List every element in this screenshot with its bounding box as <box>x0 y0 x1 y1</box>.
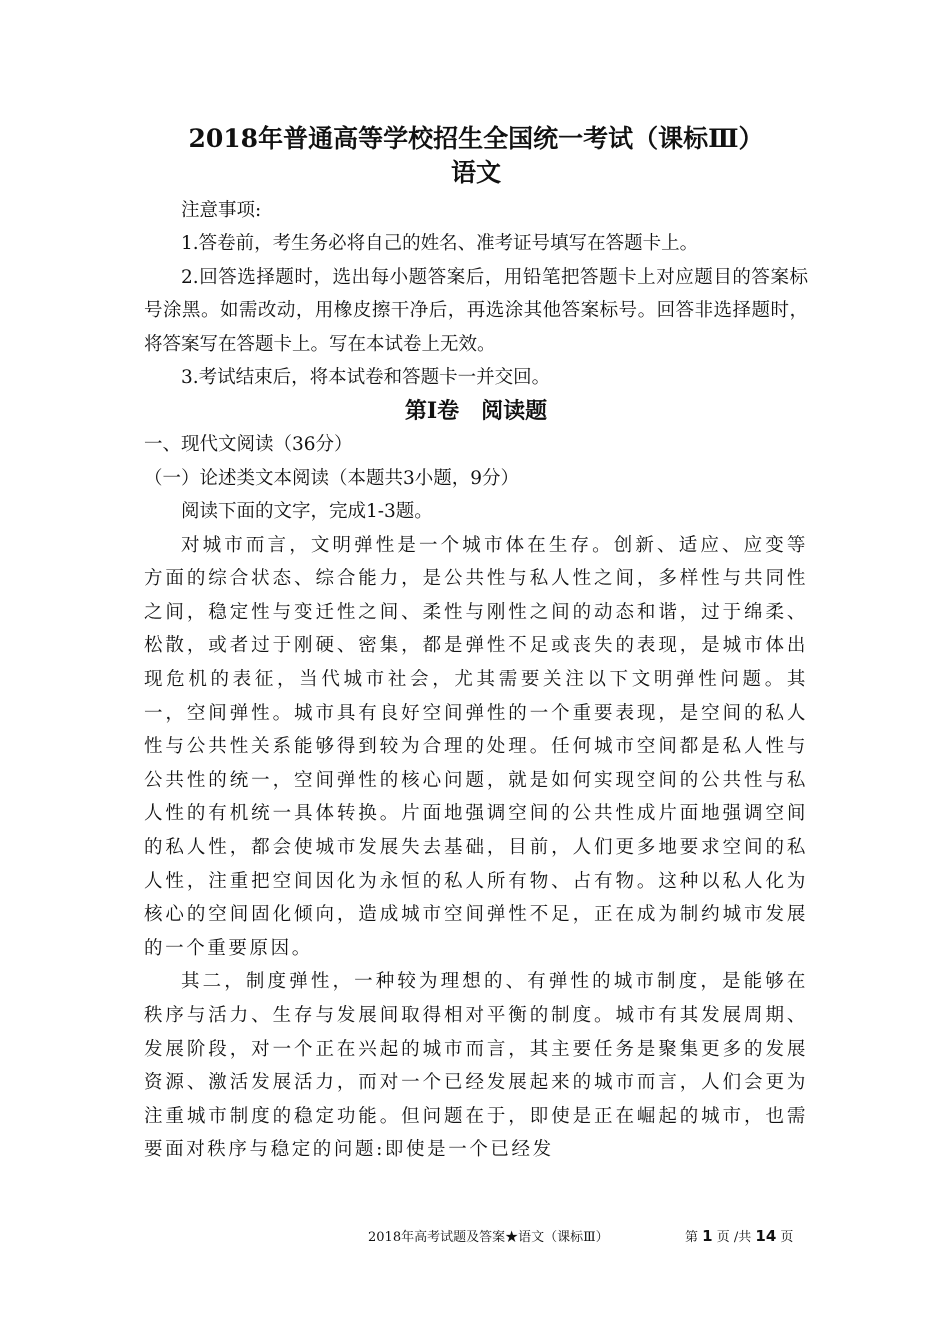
part-heading: 一、现代文阅读（36分） <box>144 434 353 456</box>
reading-instruction: 阅读下面的文字，完成1-3题。 <box>181 501 433 523</box>
page-prefix: 第 <box>685 1230 699 1245</box>
section-title: 第Ⅰ卷 阅读题 <box>404 398 548 425</box>
notice-item-2: 2.回答选择题时，选出每小题答案后，用铅笔把答题卡上对应题目的答案标号涂黑。如需改动，用橡皮擦干净后，再选涂其他答案标号。回答非选择题时，将答案写在答题卡上。写在本试卷上无效。 <box>144 266 808 355</box>
exam-subject: 语文 <box>450 158 501 187</box>
notice-item-3: 3.考试结束后，将本试卷和答题卡一并交回。 <box>181 367 551 389</box>
footer-page-indicator <box>685 1226 793 1245</box>
notice-item-1: 1.答卷前，考生务必将自己的姓名、准考证号填写在答题卡上。 <box>181 233 699 255</box>
page-mid: 页 /共 <box>716 1230 752 1245</box>
page-number: 1 <box>702 1227 713 1245</box>
passage-paragraph-2: 其二，制度弹性，一种较为理想的、有弹性的城市制度，是能够在秩序与活力、生存与发展间取得相对平衡的制度。城市有其发展周期、发展阶段，对一个正在兴起的城市而言，其主要任务是聚集更多的发展资源、激活发展活力，而对一个已经发展起来的城市而言，人们会更为注重城市制度的稳定功能。但问题在于，即使是正在崛起的城市，也需要面对秩序与稳定的问题:即使是一个已经发 <box>144 971 808 1161</box>
passage-paragraph-1: 对城市而言，文明弹性是一个城市体在生存。创新、适应、应变等方面的综合状态、综合能力，是公共性与私人性之间，多样性与共同性之间，稳定性与变迁性之间、柔性与刚性之间的动态和谐，过于绵柔、松散，或者过于刚硬、密集，都是弹性不足或丧失的表现，是城市体出现危机的表征，当代城市社会，尤其需要关注以下文明弹性问题。其一，空间弹性。城市具有良好空间弹性的一个重要表现，是空间的私人性与公共性关系能够得到较为合理的处理。任何城市空间都是私人性与公共性的统一，空间弹性的核心问题，就是如何实现空间的公共性与私人性的有机统一具体转换。片面地强调空间的公共性成片面地强调空间的私人性，都会使城市发展失去基础，目前，人们更多地要求空间的私人性，注重把空间因化为永恒的私人所有物、占有物。这种以私人化为核心的空间固化倾向，造成城市空间弹性不足，正在成为制约城市发展的一个重要原因。 <box>144 534 808 959</box>
total-pages: 14 <box>755 1227 777 1245</box>
page-suffix: 页 <box>780 1230 794 1245</box>
page-content <box>144 122 808 1167</box>
footer-doc-title: 2018年高考试题及答案★语文（课标Ⅲ） <box>368 1230 609 1245</box>
exam-title: 2018年普通高等学校招生全国统一考试（课标Ⅲ） <box>188 124 764 153</box>
subpart-heading: （一）论述类文本阅读（本题共3小题，9分） <box>144 467 520 489</box>
notice-heading: 注意事项: <box>181 200 262 221</box>
